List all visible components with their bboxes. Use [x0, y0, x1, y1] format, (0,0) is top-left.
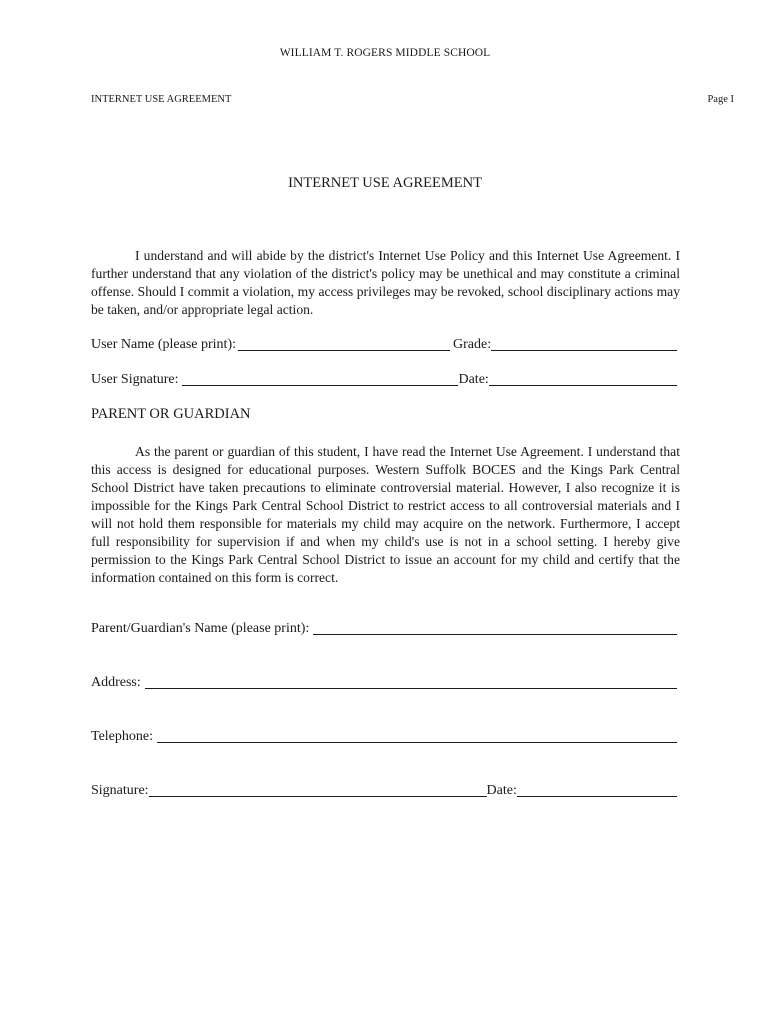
student-signature-row [91, 372, 677, 388]
running-title: INTERNET USE AGREEMENT [91, 94, 232, 105]
parent-signature-row [91, 783, 677, 799]
school-name-header: WILLIAM T. ROGERS MIDDLE SCHOOL [279, 47, 491, 59]
parent-signature-label: Signature: [91, 783, 149, 798]
page-number: Page I [707, 94, 734, 105]
parent-date-label: Date: [486, 783, 517, 798]
user-name-field[interactable] [238, 337, 450, 351]
parent-name-row [91, 621, 677, 637]
parent-name-field[interactable] [313, 621, 677, 635]
user-name-label: User Name (please print): [91, 337, 236, 352]
address-field[interactable] [145, 675, 677, 689]
telephone-field[interactable] [157, 729, 677, 743]
parent-date-field[interactable] [517, 783, 677, 797]
grade-label: Grade: [453, 337, 492, 352]
user-signature-label: User Signature: [91, 372, 179, 387]
student-statement: I understand and will abide by the district's Internet Use Policy and this Internet Use Agreement. I further understand that any violation of the district's policy may be unethical and may constitute a criminal offense. Should I commit a violation, my access privileges may be revoked, school disciplinary actions may be taken, and/or appropriate legal action. [91, 248, 680, 317]
grade-field[interactable] [491, 337, 677, 351]
telephone-row [91, 729, 677, 745]
document-title: INTERNET USE AGREEMENT [288, 175, 482, 191]
parent-name-label: Parent/Guardian's Name (please print): [91, 621, 310, 636]
parent-statement: As the parent or guardian of this student, I have read the Internet Use Agreement. I understand that this access is designed for educational purposes. Western Suffolk BOCES and the Kings Park Central School District have taken precautions to eliminate controversial material. However, I also recognize it is impossible for the Kings Park Central School District to restrict access to all controversial materials and I will not hold them responsible for materials my child may acquire on the network. Furthermore, I accept full responsibility for supervision if and when my child's use is not in a school setting. I hereby give permission to the Kings Park Central School District to issue an account for my child and certify that the information contained on this form is correct. [91, 444, 680, 585]
address-row [91, 675, 677, 691]
parent-section-heading: PARENT OR GUARDIAN [91, 406, 251, 422]
address-label: Address: [91, 675, 141, 690]
student-name-row [91, 337, 677, 353]
student-date-field[interactable] [489, 372, 677, 386]
telephone-label: Telephone: [91, 729, 153, 744]
student-date-label: Date: [458, 372, 489, 387]
parent-signature-field[interactable] [149, 783, 487, 797]
user-signature-field[interactable] [182, 372, 458, 386]
